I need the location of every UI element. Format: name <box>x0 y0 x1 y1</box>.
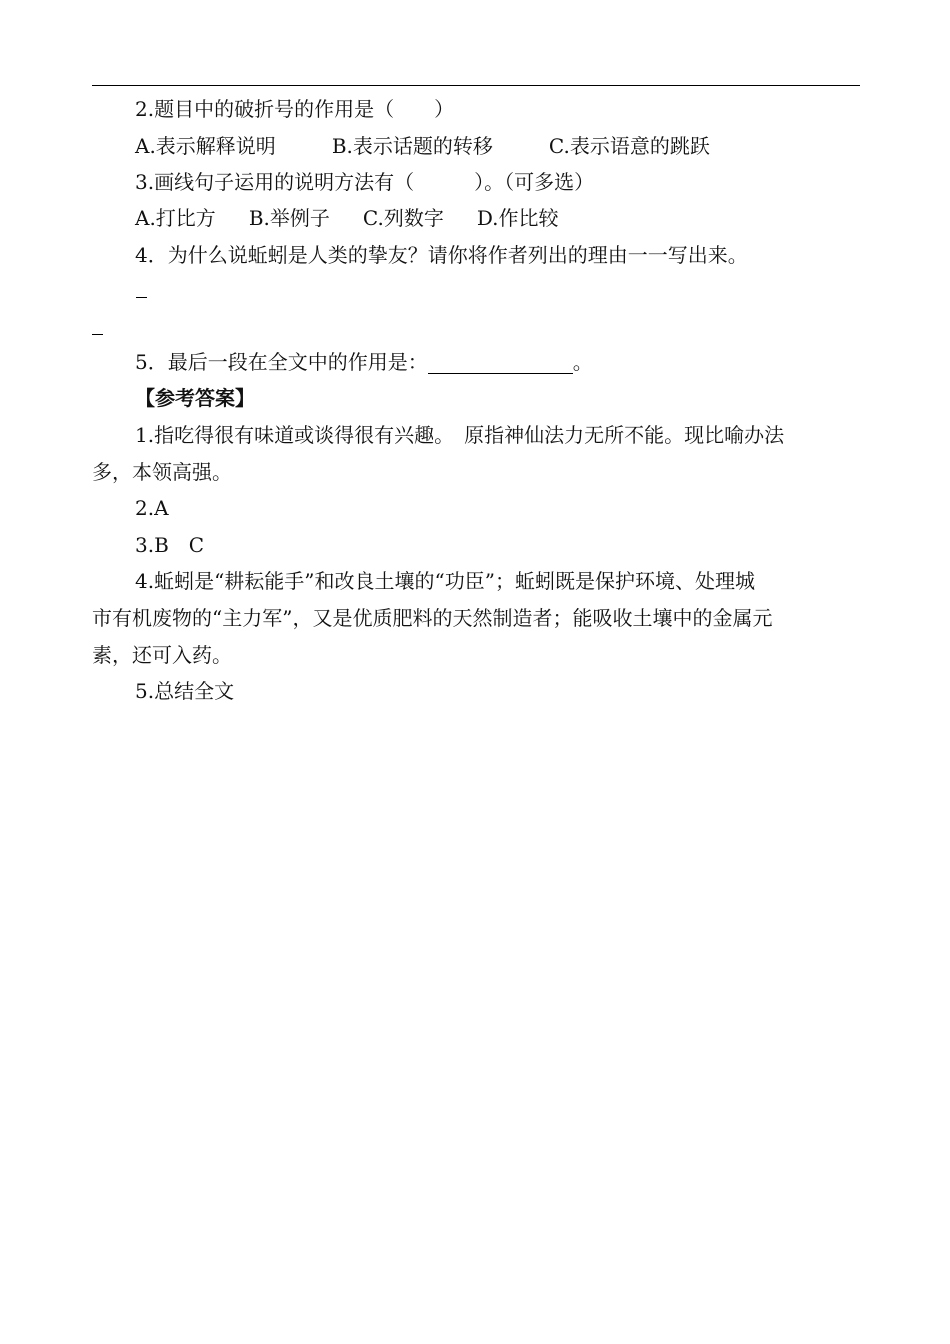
answers-heading: 【参考答案】 <box>135 386 255 410</box>
q3-option-b: B.举例子 <box>248 206 330 230</box>
question-2-options <box>135 134 710 158</box>
answer-4-line-2: 市有机废物的“主力军”，又是优质肥料的天然制造者；能吸收土壤中的金属元 <box>92 606 773 630</box>
answer-2: 2.A <box>135 496 169 520</box>
q3-option-c: C.列数字 <box>362 206 444 230</box>
answer-4-line-3: 素，还可入药。 <box>92 643 232 667</box>
answer-3: 3.B C <box>135 533 205 557</box>
question-4-stem: 4．为什么说蚯蚓是人类的挚友？请你将作者列出的理由一一写出来。 <box>135 243 748 267</box>
q5-stem-after: 。 <box>572 350 593 374</box>
question-3-stem: 3.画线句子运用的说明方法有（ ）。（可多选） <box>135 170 595 194</box>
q3-option-d: D.作比较 <box>476 206 559 230</box>
question-2-stem: 2.题目中的破折号的作用是（ ） <box>135 97 455 121</box>
q5-answer-blank <box>428 351 573 374</box>
q2-option-b: B.表示话题的转移 <box>331 134 493 158</box>
answer-4-line-1: 4.蚯蚓是“耕耘能手”和改良土壤的“功臣”；蚯蚓既是保护环境、处理城 <box>135 569 755 593</box>
q2-option-c: C.表示语意的跳跃 <box>548 134 710 158</box>
top-rule <box>92 85 860 86</box>
q2-option-a: A.表示解释说明 <box>135 134 276 158</box>
q5-stem-before: 5．最后一段在全文中的作用是： <box>135 350 428 374</box>
answer-line-2 <box>92 334 103 335</box>
answer-5: 5.总结全文 <box>135 679 235 703</box>
question-3-options <box>135 206 559 230</box>
answer-line-1 <box>136 297 147 298</box>
answer-1-line-2: 多，本领高强。 <box>92 460 232 484</box>
q3-option-a: A.打比方 <box>135 206 216 230</box>
answer-1-line-1: 1.指吃得很有味道或谈得很有兴趣。 原指神仙法力无所不能。现比喻办法 <box>135 423 785 447</box>
question-5-stem <box>135 350 593 374</box>
